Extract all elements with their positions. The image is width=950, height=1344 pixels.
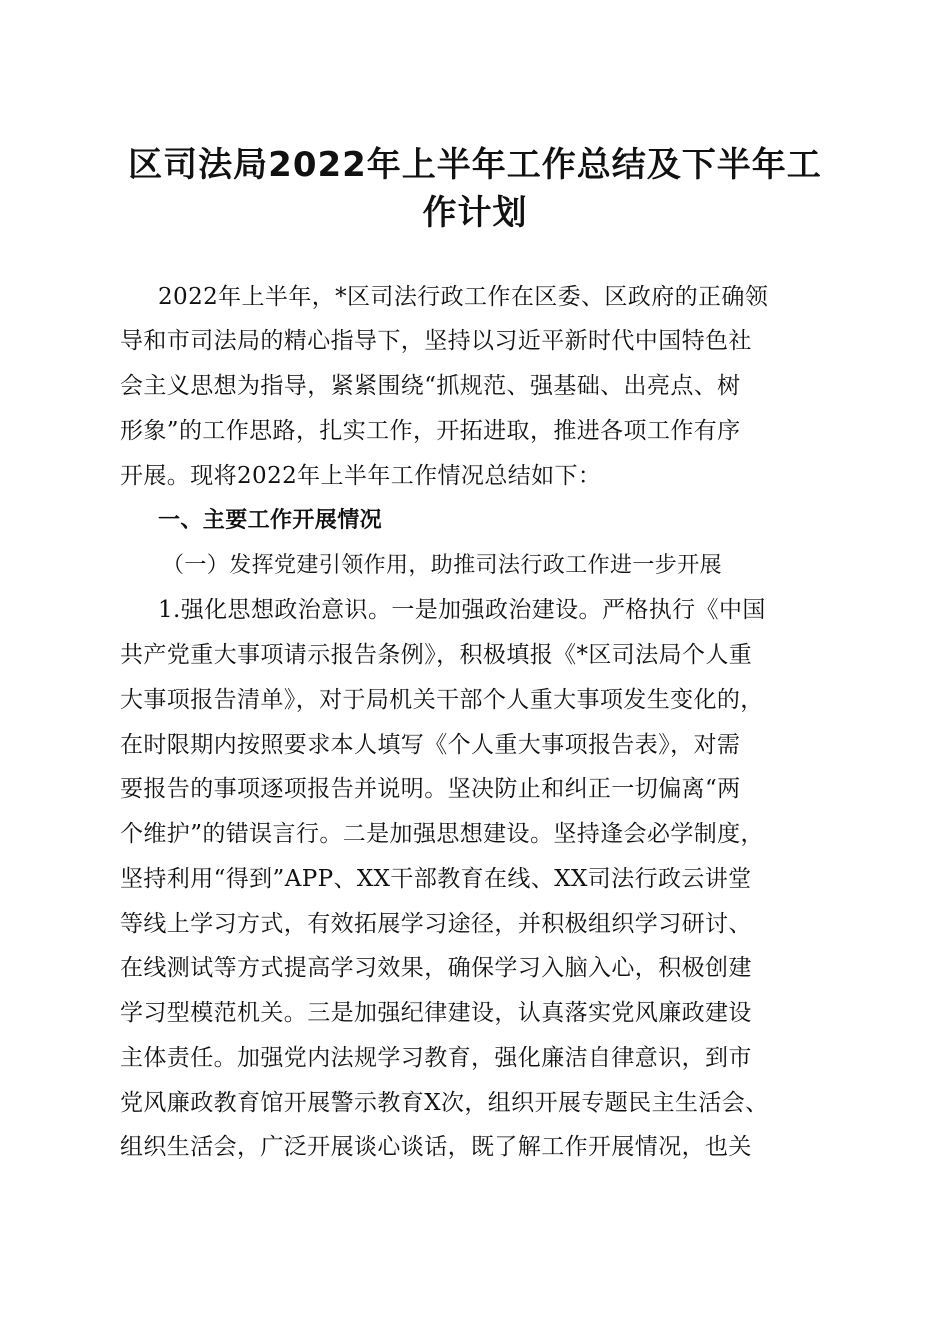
body-line: 会主义思想为指导，紧紧围绕“抓规范、强基础、出亮点、树 [120, 373, 741, 399]
body-line: 要报告的事项逐项报告并说明。坚决防止和纠正一切偏离“两 [120, 776, 741, 802]
document-title-line-1: 区司法局2022年上半年工作总结及下半年工 [128, 145, 822, 185]
body-line: 等线上学习方式，有效拓展学习途径，并积极组织学习研讨、 [120, 911, 752, 937]
body-line: 开展。现将2022年上半年工作情况总结如下： [120, 463, 602, 489]
body-line: 导和市司法局的精心指导下，坚持以习近平新时代中国特色社 [120, 328, 752, 354]
body-line: 形象”的工作思路，扎实工作，开拓进取，推进各项工作有序 [120, 418, 741, 444]
subsection-heading: （一）发挥党建引领作用，助推司法行政工作进一步开展 [162, 553, 723, 578]
body-line: 在时限期内按照要求本人填写《个人重大事项报告表》，对需 [120, 732, 741, 758]
section-heading: 一、主要工作开展情况 [158, 508, 383, 533]
body-line: 主体责任。加强党内法规学习教育，强化廉洁自律意识，到市 [120, 1045, 752, 1071]
document-title-line-2: 作计划 [422, 193, 528, 233]
body-line: 1.强化思想政治意识。一是加强政治建设。严格执行《中国 [158, 597, 766, 623]
body-line: 学习型模范机关。三是加强纪律建设，认真落实党风廉政建设 [120, 1000, 752, 1026]
body-line: 大事项报告清单》，对于局机关干部个人重大事项发生变化的， [120, 687, 764, 713]
body-line: 共产党重大事项请示报告条例》，积极填报《*区司法局个人重 [120, 642, 753, 668]
body-line: 2022年上半年，*区司法行政工作在区委、区政府的正确领 [158, 284, 769, 310]
body-line: 党风廉政教育馆开展警示教育X次，组织开展专题民主生活会、 [120, 1090, 769, 1116]
body-line: 组织生活会，广泛开展谈心谈话，既了解工作开展情况，也关 [120, 1134, 752, 1160]
body-line: 在线测试等方式提高学习效果，确保学习入脑入心，积极创建 [120, 955, 752, 981]
body-line: 个维护”的错误言行。二是加强思想建设。坚持逢会必学制度， [120, 821, 764, 847]
body-line: 坚持利用“得到”APP、XX干部教育在线、XX司法行政云讲堂 [120, 866, 752, 892]
